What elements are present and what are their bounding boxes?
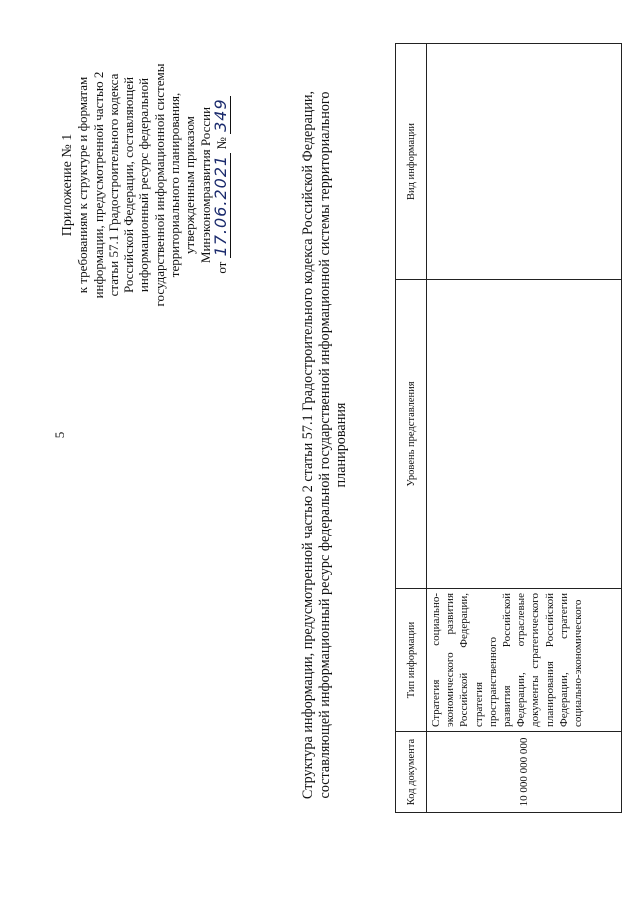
- cell-type: Стратегия социально-экономического развития Российской Федерации, стратегия пространственного развития Российской Федерации, отраслевые документы стратегического планирования Российской Федерации, стратегии социально-экономического: [427, 589, 622, 732]
- appendix-line: к требованиям к структуре и форматам: [75, 76, 91, 294]
- order-date: 17.06.2021: [210, 154, 230, 257]
- cell-kind: [427, 44, 622, 280]
- appendix-line: территориального планирования,: [167, 92, 183, 278]
- table-header-row: [396, 44, 427, 813]
- cell-level: [427, 280, 622, 589]
- order-number: 349: [210, 98, 230, 132]
- document-intro: Структура информации, предусмотренной частью 2 статьи 57.1 Градостроительного кодекса Российской Федерации, составляющей информационный ресурс федеральной государственной информационной системы территориального планирования: [300, 90, 349, 800]
- header-type: Тип информации: [396, 589, 427, 732]
- cell-code: 10 000 000 000: [427, 732, 622, 813]
- page-number: 5: [52, 431, 67, 439]
- appendix-line: Минэкономразвития России: [197, 106, 213, 264]
- appendix-line: утвержденным приказом: [182, 116, 198, 254]
- date-prefix: от: [213, 261, 229, 274]
- header-level: Уровень представления: [396, 280, 427, 589]
- structure-table: [395, 43, 622, 813]
- header-code: Код документа: [396, 732, 427, 813]
- number-prefix: №: [213, 137, 229, 150]
- appendix-line: статьи 57.1 Градостроительного кодекса: [105, 73, 121, 297]
- order-date-line: [210, 25, 230, 345]
- appendix-line: информационный ресурс федеральной: [136, 77, 152, 293]
- appendix-line: Российской Федерации, составляющей: [121, 76, 137, 294]
- appendix-title: Приложение № 1: [60, 133, 75, 237]
- header-kind: Вид информации: [396, 44, 427, 280]
- appendix-block: [60, 25, 229, 345]
- appendix-line: информации, предусмотренной частью 2: [90, 71, 106, 299]
- appendix-line: государственной информационной системы: [151, 63, 167, 307]
- table-row: [427, 44, 622, 813]
